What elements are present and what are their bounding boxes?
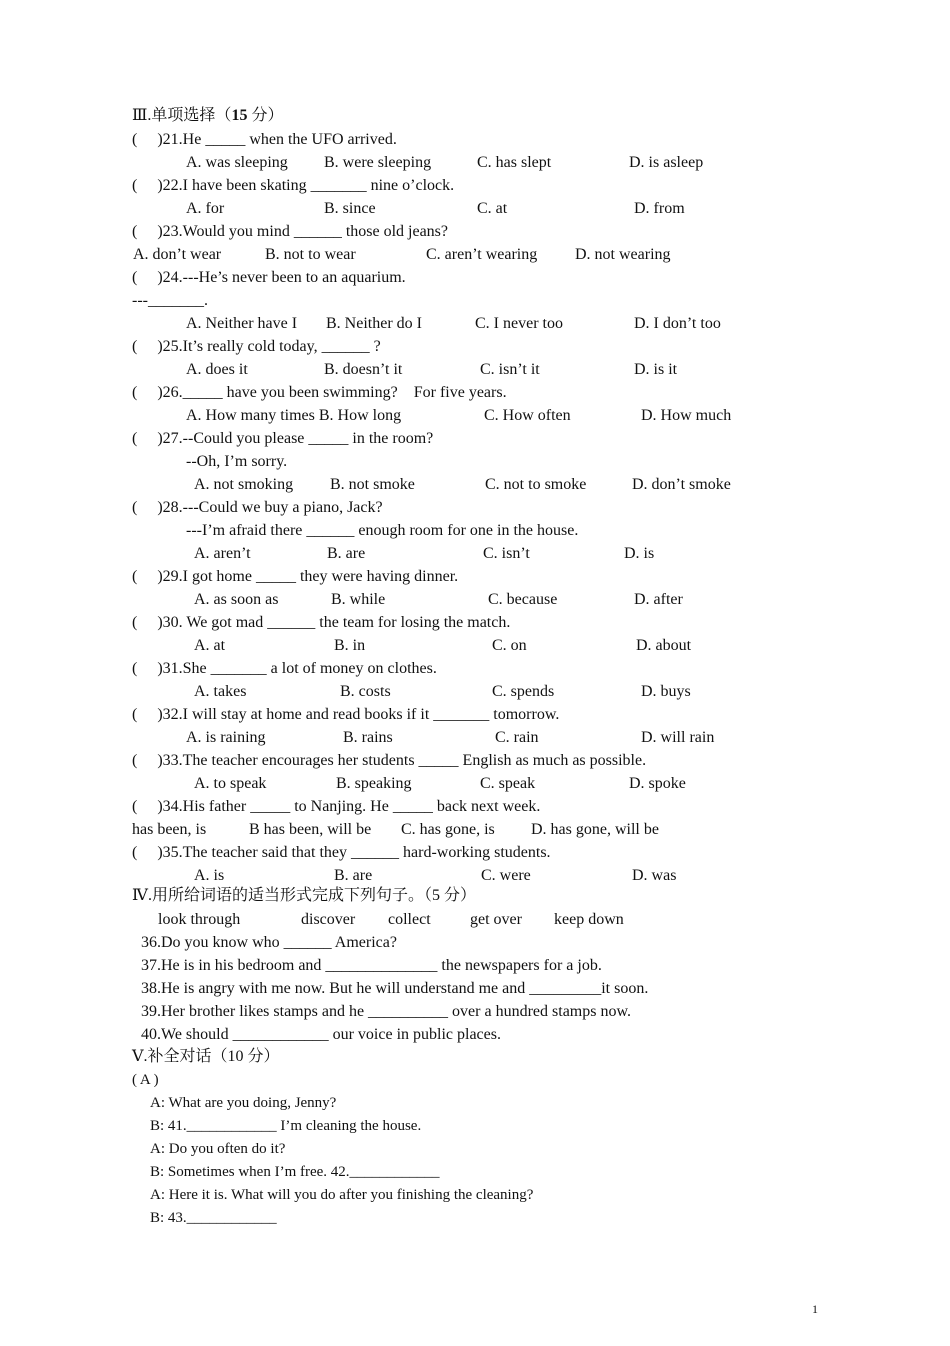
section-4-title: Ⅳ.用所给词语的适当形式完成下列句子。（5 分） <box>132 887 476 904</box>
question-34-stem: ( )34.His father _____ to Nanjing. He _____ back next week. <box>132 798 541 815</box>
section-5-title: Ⅴ.补全对话（10 分） <box>132 1048 280 1065</box>
question-27-option: B. not smoke <box>330 476 415 493</box>
question-27-stem: ( )27.--Could you please _____ in the room? <box>132 430 434 447</box>
word-bank-item: keep down <box>554 911 624 928</box>
question-24-stem: ( )24.---He’s never been to an aquarium. <box>132 269 406 286</box>
fill-sentence: 37.He is in his bedroom and ______________ the newspapers for a job. <box>141 957 602 974</box>
question-26-option: D. How much <box>641 407 732 424</box>
question-28-stem: ( )28.---Could we buy a piano, Jack? <box>132 499 383 516</box>
question-22-option: C. at <box>477 200 508 217</box>
question-25-option: D. is it <box>634 361 678 378</box>
question-23-stem: ( )23.Would you mind ______ those old jeans? <box>132 223 449 240</box>
question-31-option: D. buys <box>641 683 691 700</box>
question-32-option: C. rain <box>495 729 539 746</box>
word-bank-item: look through <box>158 911 241 928</box>
question-28-option: D. is <box>624 545 655 562</box>
question-29-option: C. because <box>488 591 558 608</box>
question-29-option: A. as soon as <box>194 591 279 608</box>
question-34-option: D. has gone, will be <box>531 821 659 838</box>
question-30-option: C. on <box>492 637 527 654</box>
question-26-option: A. How many times B. How long <box>186 407 402 424</box>
fill-sentence: 39.Her brother likes stamps and he __________ over a hundred stamps now. <box>141 1003 631 1020</box>
question-30-stem: ( )30. We got mad ______ the team for losing the match. <box>132 614 511 631</box>
question-31-stem: ( )31.She _______ a lot of money on clothes. <box>132 660 437 677</box>
question-33-option: B. speaking <box>336 775 412 792</box>
question-24-option: C. I never too <box>475 315 563 332</box>
question-21-stem: ( )21.He _____ when the UFO arrived. <box>132 131 397 148</box>
question-21-option: D. is asleep <box>629 154 704 171</box>
word-bank-item: discover <box>301 911 356 928</box>
question-32-option: B. rains <box>343 729 393 746</box>
section-3-title-end: 分） <box>247 107 284 124</box>
question-34-option: B has been, will be <box>249 821 372 838</box>
question-35-option: C. were <box>481 867 531 884</box>
question-25-option: C. isn’t it <box>480 361 540 378</box>
question-22-option: A. for <box>186 200 225 217</box>
question-34-option: C. has gone, is <box>401 821 495 838</box>
dialogue-line: A: What are you doing, Jenny? <box>150 1095 337 1111</box>
page-number: 1 <box>812 1302 818 1316</box>
question-35-stem: ( )35.The teacher said that they ______ hard-working students. <box>132 844 551 861</box>
question-29-option: B. while <box>331 591 386 608</box>
question-33-option: D. spoke <box>629 775 686 792</box>
question-22-option: D. from <box>634 200 685 217</box>
question-24-option: B. Neither do I <box>326 315 422 332</box>
question-31-option: A. takes <box>194 683 247 700</box>
question-32-stem: ( )32.I will stay at home and read books if it _______ tomorrow. <box>132 706 560 723</box>
question-21-option: C. has slept <box>477 154 552 171</box>
question-22-option: B. since <box>324 200 376 217</box>
question-25-option: A. does it <box>186 361 248 378</box>
question-31-option: B. costs <box>340 683 391 700</box>
question-27-option: A. not smoking <box>194 476 294 493</box>
question-25-stem: ( )25.It’s really cold today, ______ ? <box>132 338 381 355</box>
question-23-option: D. not wearing <box>575 246 671 263</box>
dialogue-line: B: 43.____________ <box>150 1210 277 1226</box>
question-29-stem: ( )29.I got home _____ they were having dinner. <box>132 568 459 585</box>
question-21-option: B. were sleeping <box>324 154 432 171</box>
section-3-title-text: Ⅲ.单项选择（ <box>132 107 232 124</box>
question-27-stem-line-2: --Oh, I’m sorry. <box>186 453 288 470</box>
dialogue-line: B: Sometimes when I’m free. 42.____________ <box>150 1164 440 1180</box>
question-24-option: D. I don’t too <box>634 315 721 332</box>
question-23-option: A. don’t wear <box>133 246 222 263</box>
question-30-option: A. at <box>194 637 226 654</box>
section-3-title <box>132 106 283 126</box>
dialogue-line: B: 41.____________ I’m cleaning the house. <box>150 1118 422 1134</box>
dialogue-line: A: Do you often do it? <box>150 1141 286 1157</box>
question-33-stem: ( )33.The teacher encourages her students _____ English as much as possible. <box>132 752 647 769</box>
word-bank-item: get over <box>470 911 522 928</box>
question-22-stem: ( )22.I have been skating _______ nine o’clock. <box>132 177 455 194</box>
question-28-option: C. isn’t <box>483 545 530 562</box>
question-28-stem-line-2: ---I’m afraid there ______ enough room for one in the house. <box>186 522 579 539</box>
question-23-option: C. aren’t wearing <box>426 246 538 263</box>
section-3-score: 15 <box>231 107 248 124</box>
question-24-option: A. Neither have I <box>186 315 298 332</box>
question-35-option: D. was <box>632 867 677 884</box>
question-32-option: A. is raining <box>186 729 266 746</box>
fill-sentence: 38.He is angry with me now. But he will understand me and _________it soon. <box>141 980 649 997</box>
question-33-option: A. to speak <box>194 775 267 792</box>
question-30-option: D. about <box>636 637 692 654</box>
question-35-option: B. are <box>334 867 373 884</box>
question-34-option: has been, is <box>132 821 207 838</box>
question-33-option: C. speak <box>480 775 536 792</box>
question-27-option: D. don’t smoke <box>632 476 731 493</box>
question-23-option: B. not to wear <box>265 246 356 263</box>
question-27-option: C. not to smoke <box>485 476 587 493</box>
question-29-option: D. after <box>634 591 683 608</box>
question-21-option: A. was sleeping <box>186 154 288 171</box>
question-26-option: C. How often <box>484 407 571 424</box>
question-25-option: B. doesn’t it <box>324 361 403 378</box>
dialogue-line: A: Here it is. What will you do after you finishing the cleaning? <box>150 1187 534 1203</box>
question-30-option: B. in <box>334 637 366 654</box>
question-35-option: A. is <box>194 867 225 884</box>
question-28-option: B. are <box>327 545 366 562</box>
question-32-option: D. will rain <box>641 729 715 746</box>
fill-sentence: 40.We should ____________ our voice in public places. <box>141 1026 501 1043</box>
question-26-stem: ( )26._____ have you been swimming? For five years. <box>132 384 507 401</box>
question-28-option: A. aren’t <box>194 545 251 562</box>
question-31-option: C. spends <box>492 683 555 700</box>
fill-sentence: 36.Do you know who ______ America? <box>141 934 397 951</box>
word-bank-item: collect <box>388 911 431 928</box>
dialogue-part-label: ( A ) <box>132 1072 159 1088</box>
question-24-stem-line-2: ---_______. <box>132 292 208 309</box>
